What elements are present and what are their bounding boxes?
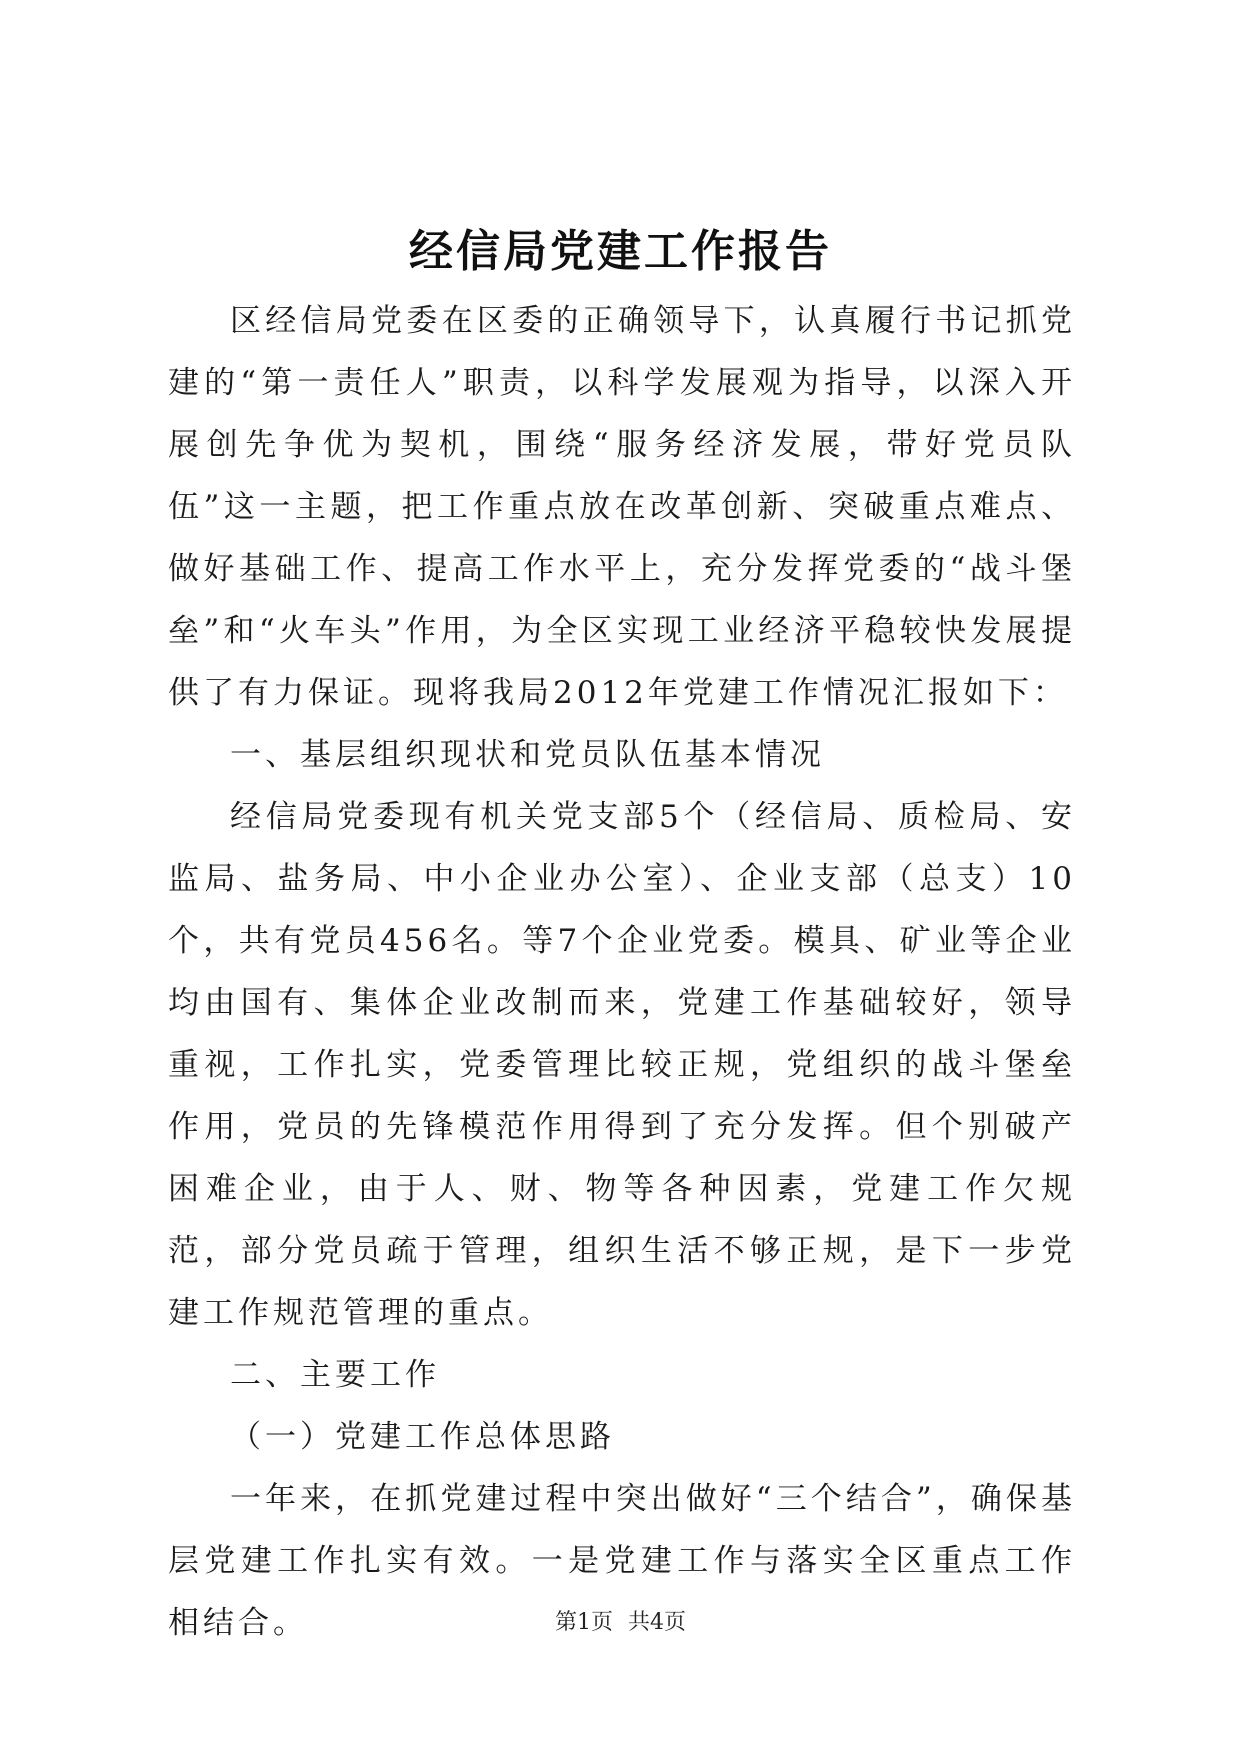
section-heading-1: 一、基层组织现状和党员队伍基本情况 [230,737,825,773]
section-1-paragraph: 经信局党委现有机关党支部5个（经信局、质检局、安监局、盐务局、中小企业办公室）、企业支部（总支）10个，共有党员456名。等7个企业党委。模具、矿业等企业均由国有、集体企业改制而来，党建工作基础较好，领导重视，工作扎实，党委管理比较正规，党组织的战斗堡垒作用，党员的先锋模范作用得到了充分发挥。但个别破产困难企业，由于人、财、物等各种因素，党建工作欠规范，部分党员疏于管理，组织生活不够正规，是下一步党建工作规范管理的重点。 [168,799,1076,1331]
subsection-1-paragraph: 一年来，在抓党建过程中突出做好“三个结合”，确保基层党建工作扎实有效。一是党建工作与落实全区重点工作相结合。 [168,1481,1076,1641]
subsection-heading-1: （一）党建工作总体思路 [230,1419,615,1455]
section-heading-2: 二、主要工作 [230,1357,440,1393]
document-title: 经信局党建工作报告 [409,226,832,277]
page-footer [0,1608,1241,1638]
page-total: 共4页 [628,1610,686,1635]
page-number: 第1页 [555,1610,613,1635]
document-body [168,290,1076,1654]
intro-paragraph: 区经信局党委在区委的正确领导下，认真履行书记抓党建的“第一责任人”职责，以科学发展观为指导，以深入开展创先争优为契机，围绕“服务经济发展，带好党员队伍”这一主题，把工作重点放在改革创新、突破重点难点、做好基础工作、提高工作水平上，充分发挥党委的“战斗堡垒”和“火车头”作用，为全区实现工业经济平稳较快发展提供了有力保证。现将我局2012年党建工作情况汇报如下： [168,303,1076,711]
